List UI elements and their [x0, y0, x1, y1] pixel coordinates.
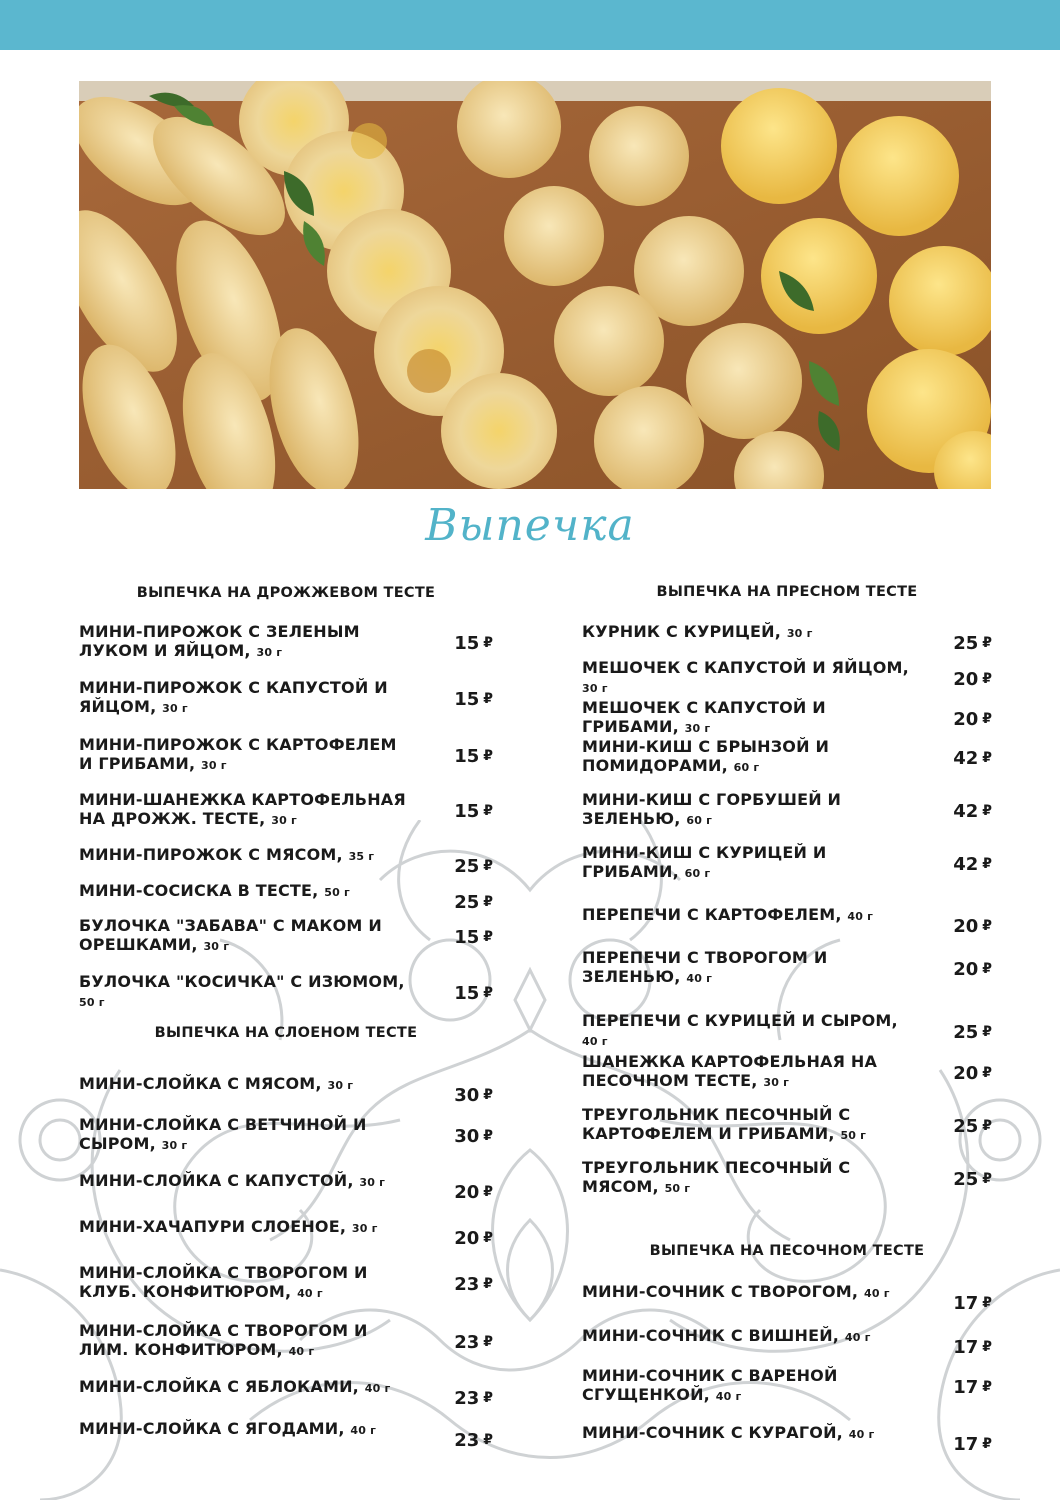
ruble-icon: ₽: [483, 635, 493, 651]
menu-item-title: ТРЕУГОЛЬНИК ПЕСОЧНЫЙ С КАРТОФЕЛЕМ И ГРИБАМИ,: [582, 1105, 851, 1143]
menu-item-price: [454, 678, 493, 720]
menu-item-weight: 40 г: [844, 1331, 871, 1344]
menu-item-weight: 40 г: [715, 1390, 742, 1403]
menu-item-name: [582, 948, 912, 988]
menu-item: [582, 1052, 992, 1094]
price-value: 25: [454, 891, 480, 913]
price-value: 20: [953, 668, 979, 690]
price-value: 42: [953, 747, 979, 769]
price-value: 23: [454, 1331, 480, 1353]
menu-item: [582, 790, 992, 832]
menu-item-name: [582, 737, 912, 777]
ruble-icon: ₽: [483, 1276, 493, 1292]
price-value: 15: [454, 688, 480, 710]
menu-item-title: МИНИ-СЛОЙКА С ТВОРОГОМ И ЛИМ. КОНФИТЮРОМ,: [79, 1321, 368, 1359]
ruble-icon: ₽: [982, 711, 992, 727]
price-value: 15: [454, 982, 480, 1004]
menu-item-weight: 40 г: [288, 1345, 315, 1358]
menu-item-weight: 40 г: [848, 1428, 875, 1441]
menu-item-title: МИНИ-СОЧНИК С ТВОРОГОМ,: [582, 1282, 864, 1301]
menu-item-name: [582, 790, 912, 830]
ruble-icon: ₽: [982, 856, 992, 872]
menu-item-name: [79, 622, 409, 662]
price-value: 30: [454, 1125, 480, 1147]
menu-item-title: ПЕРЕПЕЧИ С ТВОРОГОМ И ЗЕЛЕНЬЮ,: [582, 948, 828, 986]
menu-item: [582, 1158, 992, 1200]
menu-item-price: [454, 1171, 493, 1213]
menu-item-weight: 40 г: [364, 1382, 391, 1395]
menu-item-name: [582, 698, 912, 738]
menu-item-weight: 30 г: [582, 682, 608, 695]
menu-item: [79, 1263, 493, 1305]
menu-item-title: МИНИ-СОЧНИК С ВАРЕНОЙ СГУЩЕНКОЙ,: [582, 1366, 838, 1404]
menu-item-weight: 30 г: [161, 1139, 188, 1152]
menu-item-weight: 60 г: [733, 761, 760, 774]
menu-item-title: ПЕРЕПЕЧИ С КАРТОФЕЛЕМ,: [582, 905, 848, 924]
price-value: 17: [953, 1376, 979, 1398]
menu-item-name: [582, 1052, 912, 1092]
menu-item-title: МИНИ-ПИРОЖОК С ЗЕЛЕНЫМ ЛУКОМ И ЯЙЦОМ,: [79, 622, 360, 660]
right-column: [582, 0, 992, 1500]
menu-item-price: [454, 1115, 493, 1157]
menu-item-price: [953, 1011, 992, 1053]
price-value: 25: [953, 1115, 979, 1137]
menu-item-title: МИНИ-СОЧНИК С ВИШНЕЙ,: [582, 1326, 845, 1345]
menu-item-weight: 40 г: [863, 1287, 890, 1300]
menu-item: [582, 905, 992, 947]
menu-item-name: [79, 916, 409, 956]
ruble-icon: ₽: [483, 985, 493, 1001]
ruble-icon: ₽: [483, 1432, 493, 1448]
menu-item-title: ПЕРЕПЕЧИ С КУРИЦЕЙ И СЫРОМ,: [582, 1011, 898, 1030]
menu-item-name: [79, 1171, 409, 1192]
menu-item-weight: 40 г: [350, 1424, 377, 1437]
menu-item-name: [79, 1074, 409, 1095]
group-heading-unleavened: ВЫПЕЧКА НА ПРЕСНОМ ТЕСТЕ: [656, 584, 918, 600]
price-value: 15: [454, 926, 480, 948]
menu-item: [79, 1115, 493, 1157]
menu-item: [79, 678, 493, 720]
menu-item-title: МИНИ-СОСИСКА В ТЕСТЕ,: [79, 881, 325, 900]
ruble-icon: ₽: [982, 1339, 992, 1355]
menu-item: [79, 1377, 493, 1419]
menu-item-name: [79, 972, 409, 1012]
price-value: 20: [454, 1227, 480, 1249]
menu-item-weight: 30 г: [201, 759, 227, 772]
menu-item-weight: 30 г: [162, 702, 188, 715]
menu-item: [582, 737, 992, 779]
price-value: 15: [454, 745, 480, 767]
menu-item-price: [953, 1282, 992, 1324]
menu-item-weight: 30 г: [271, 814, 297, 827]
menu-item-weight: 30 г: [763, 1076, 790, 1089]
menu-item-price: [953, 1423, 992, 1465]
menu-item-title: БУЛОЧКА "ЗАБАВА" С МАКОМ И ОРЕШКАМИ,: [79, 916, 382, 954]
price-value: 42: [953, 800, 979, 822]
ruble-icon: ₽: [483, 894, 493, 910]
menu-item: [582, 658, 992, 700]
menu-item: [79, 1171, 493, 1213]
menu-item-name: [79, 1419, 409, 1440]
ruble-icon: ₽: [483, 803, 493, 819]
price-value: 20: [454, 1181, 480, 1203]
menu-item-price: [454, 1377, 493, 1419]
ruble-icon: ₽: [982, 803, 992, 819]
ruble-icon: ₽: [483, 1390, 493, 1406]
menu-item-name: [79, 1321, 409, 1361]
menu-item-name: [79, 678, 409, 718]
group-heading-yeast: ВЫПЕЧКА НА ДРОЖЖЕВОМ ТЕСТЕ: [136, 585, 436, 601]
menu-item-price: [953, 790, 992, 832]
menu-item-price: [953, 905, 992, 947]
price-value: 25: [953, 632, 979, 654]
ruble-icon: ₽: [483, 1128, 493, 1144]
menu-item-price: [953, 948, 992, 990]
price-value: 17: [953, 1292, 979, 1314]
menu-item-weight: 30 г: [327, 1079, 354, 1092]
menu-item-name: [582, 1366, 912, 1406]
menu-item-price: [454, 1263, 493, 1305]
menu-item-title: МИНИ-ХАЧАПУРИ СЛОЕНОЕ,: [79, 1217, 352, 1236]
menu-item-price: [454, 735, 493, 777]
menu-item-name: [79, 1263, 409, 1303]
menu-item: [582, 698, 992, 740]
menu-item-title: МИНИ-СЛОЙКА С ВЕТЧИНОЙ И СЫРОМ,: [79, 1115, 367, 1153]
menu-item-title: МИНИ-КИШ С БРЫНЗОЙ И ПОМИДОРАМИ,: [582, 737, 830, 775]
menu-item-price: [454, 1074, 493, 1116]
menu-item-name: [582, 905, 912, 926]
menu-item-price: [454, 1217, 493, 1259]
menu-item: [79, 916, 493, 958]
price-value: 42: [953, 853, 979, 875]
price-value: 15: [454, 800, 480, 822]
menu-item-title: МИНИ-КИШ С КУРИЦЕЙ И ГРИБАМИ,: [582, 843, 827, 881]
menu-item: [79, 735, 493, 777]
menu-item: [582, 843, 992, 885]
menu-item-title: МИНИ-ПИРОЖОК С МЯСОМ,: [79, 845, 349, 864]
price-value: 25: [953, 1021, 979, 1043]
menu-item-price: [953, 1105, 992, 1147]
menu-item-title: КУРНИК С КУРИЦЕЙ,: [582, 622, 787, 641]
menu-item-title: МИНИ-КИШ С ГОРБУШЕЙ И ЗЕЛЕНЬЮ,: [582, 790, 842, 828]
menu-item-title: МИНИ-СЛОЙКА С МЯСОМ,: [79, 1074, 328, 1093]
menu-item-title: ТРЕУГОЛЬНИК ПЕСОЧНЫЙ С МЯСОМ,: [582, 1158, 851, 1196]
menu-item: [582, 1282, 992, 1324]
price-value: 25: [454, 855, 480, 877]
menu-item-price: [953, 1052, 992, 1094]
ruble-icon: ₽: [982, 1118, 992, 1134]
menu-item-price: [953, 843, 992, 885]
ruble-icon: ₽: [982, 1171, 992, 1187]
menu-item: [79, 1419, 493, 1461]
menu-item-name: [582, 1011, 912, 1051]
ruble-icon: ₽: [483, 691, 493, 707]
group-heading-puff: ВЫПЕЧКА НА СЛОЕНОМ ТЕСТЕ: [154, 1025, 418, 1041]
menu-item-weight: 35 г: [348, 850, 375, 863]
menu-item-title: МЕШОЧЕК С КАПУСТОЙ И ЯЙЦОМ,: [582, 658, 909, 677]
menu-item-title: МИНИ-СЛОЙКА С КАПУСТОЙ,: [79, 1171, 360, 1190]
menu-item-weight: 30 г: [203, 940, 230, 953]
menu-item-name: [79, 1377, 409, 1398]
price-value: 20: [953, 708, 979, 730]
ruble-icon: ₽: [483, 1334, 493, 1350]
menu-item-title: МИНИ-ПИРОЖОК С КАРТОФЕЛЕМ И ГРИБАМИ,: [79, 735, 397, 773]
menu-item-name: [582, 658, 912, 698]
menu-item-name: [582, 1423, 912, 1444]
menu-item: [79, 622, 493, 664]
ruble-icon: ₽: [982, 750, 992, 766]
menu-item-weight: 30 г: [256, 646, 283, 659]
menu-item-weight: 30 г: [359, 1176, 386, 1189]
menu-item-weight: 40 г: [297, 1287, 323, 1300]
menu-item-price: [454, 622, 493, 664]
price-value: 25: [953, 1168, 979, 1190]
menu-item: [582, 1366, 992, 1408]
price-value: 17: [953, 1336, 979, 1358]
menu-item: [79, 972, 493, 1014]
menu-item-name: [582, 1282, 912, 1303]
ruble-icon: ₽: [982, 918, 992, 934]
left-column: [79, 0, 493, 1500]
menu-item-title: МИНИ-СЛОЙКА С ТВОРОГОМ И КЛУБ. КОНФИТЮРОМ,: [79, 1263, 368, 1301]
menu-item-price: [953, 1366, 992, 1408]
price-value: 23: [454, 1273, 480, 1295]
menu-item-title: ШАНЕЖКА КАРТОФЕЛЬНАЯ НА ПЕСОЧНОМ ТЕСТЕ,: [582, 1052, 878, 1090]
menu-item-price: [953, 698, 992, 740]
ruble-icon: ₽: [982, 635, 992, 651]
menu-item-price: [953, 737, 992, 779]
menu-item: [582, 1326, 992, 1368]
menu-item-price: [454, 916, 493, 958]
price-value: 20: [953, 1062, 979, 1084]
menu-item-weight: 40 г: [686, 972, 713, 985]
ruble-icon: ₽: [483, 858, 493, 874]
menu-item-weight: 50 г: [324, 886, 350, 899]
menu-item-price: [454, 1419, 493, 1461]
menu-item: [79, 1074, 493, 1116]
menu-item: [79, 1321, 493, 1363]
price-value: 20: [953, 915, 979, 937]
menu-item-title: БУЛОЧКА "КОСИЧКА" С ИЗЮМОМ,: [79, 972, 405, 991]
menu-item-name: [79, 881, 409, 902]
menu-item: [582, 948, 992, 990]
menu-item-name: [79, 790, 409, 830]
price-value: 23: [454, 1429, 480, 1451]
menu-item-name: [582, 1158, 912, 1198]
ruble-icon: ₽: [982, 1024, 992, 1040]
menu-item-title: МИНИ-СЛОЙКА С ЯБЛОКАМИ,: [79, 1377, 365, 1396]
menu-item-weight: 50 г: [79, 996, 105, 1009]
menu-item-price: [953, 1158, 992, 1200]
menu-item-price: [454, 790, 493, 832]
ruble-icon: ₽: [483, 748, 493, 764]
menu-item-price: [953, 1326, 992, 1368]
menu-item: [582, 1011, 992, 1053]
ruble-icon: ₽: [483, 1230, 493, 1246]
menu-item: [582, 1423, 992, 1465]
menu-item-title: МИНИ-ШАНЕЖКА КАРТОФЕЛЬНАЯ НА ДРОЖЖ. ТЕСТЕ,: [79, 790, 406, 828]
menu-item-name: [79, 735, 409, 775]
menu-item-title: МЕШОЧЕК С КАПУСТОЙ И ГРИБАМИ,: [582, 698, 826, 736]
menu-item-weight: 40 г: [582, 1035, 608, 1048]
ruble-icon: ₽: [982, 1295, 992, 1311]
menu-item: [582, 1105, 992, 1147]
menu-item-name: [79, 845, 409, 866]
menu-item-name: [582, 622, 912, 643]
menu-item-title: МИНИ-СЛОЙКА С ЯГОДАМИ,: [79, 1419, 351, 1438]
price-value: 30: [454, 1084, 480, 1106]
menu-item-price: [953, 658, 992, 700]
menu-item-title: МИНИ-СОЧНИК С КУРАГОЙ,: [582, 1423, 849, 1442]
price-value: 23: [454, 1387, 480, 1409]
section-title: Выпечка: [425, 500, 635, 551]
menu-item-name: [582, 1105, 912, 1145]
ruble-icon: ₽: [982, 1065, 992, 1081]
menu-item-title: МИНИ-ПИРОЖОК С КАПУСТОЙ И ЯЙЦОМ,: [79, 678, 388, 716]
ruble-icon: ₽: [982, 671, 992, 687]
menu-item-weight: 40 г: [847, 910, 874, 923]
ruble-icon: ₽: [483, 1087, 493, 1103]
menu-item-weight: 60 г: [684, 867, 711, 880]
price-value: 17: [953, 1433, 979, 1455]
menu-item-name: [582, 843, 912, 883]
ruble-icon: ₽: [982, 961, 992, 977]
ruble-icon: ₽: [982, 1379, 992, 1395]
menu-item-weight: 50 г: [664, 1182, 691, 1195]
price-value: 15: [454, 632, 480, 654]
price-value: 20: [953, 958, 979, 980]
menu-item-name: [79, 1115, 409, 1155]
menu-item-weight: 30 г: [351, 1222, 378, 1235]
ruble-icon: ₽: [982, 1436, 992, 1452]
menu-item-weight: 30 г: [684, 722, 711, 735]
ruble-icon: ₽: [483, 1184, 493, 1200]
menu-item: [79, 1217, 493, 1259]
menu-item-weight: 30 г: [786, 627, 813, 640]
menu-item: [79, 790, 493, 832]
menu-item-name: [79, 1217, 409, 1238]
menu-item-price: [454, 972, 493, 1014]
group-heading-shortcrust: ВЫПЕЧКА НА ПЕСОЧНОМ ТЕСТЕ: [649, 1243, 925, 1259]
menu-item-weight: 50 г: [840, 1129, 867, 1142]
menu-item-weight: 60 г: [686, 814, 713, 827]
ruble-icon: ₽: [483, 929, 493, 945]
menu-item-name: [582, 1326, 912, 1347]
menu-item-price: [454, 1321, 493, 1363]
